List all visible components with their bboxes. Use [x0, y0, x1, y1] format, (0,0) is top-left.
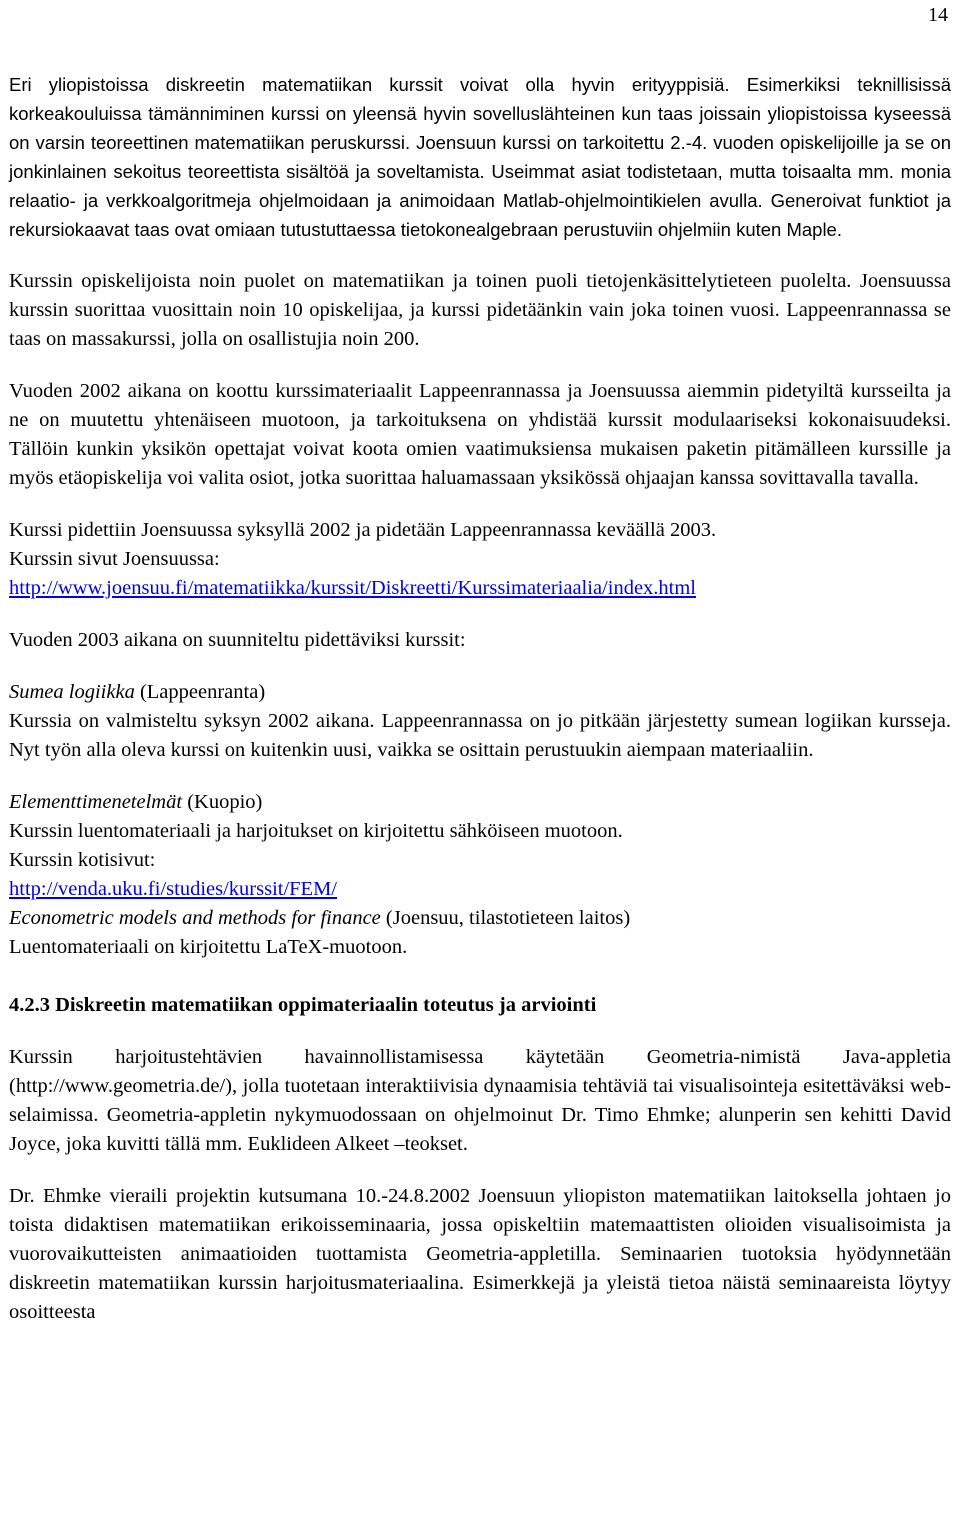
course-title: Econometric models and methods for finance [9, 907, 381, 929]
paragraph-students: Kurssin opiskelijoista noin puolet on matematiikan ja toinen puoli tietojenkäsittelytieteen puolelta. Joensuussa kurssin suorittaa vuosittain noin 10 opiskelijaa, ja kurssi pidetäänkin vain joka toinen vuosi. Lappeenrannassa se taas on massakurssi, jolla on osallistujia noin 200. [9, 270, 951, 350]
course-description: Kurssin luentomateriaali ja harjoitukset on kirjoitettu sähköiseen muotoon. [9, 820, 623, 842]
course-location: (Lappeenranta) [139, 681, 266, 703]
page-body [9, 70, 951, 1327]
fem-course-link[interactable]: http://venda.uku.fi/studies/kurssit/FEM/ [9, 878, 337, 900]
course-description: Luentomateriaali on kirjoitettu LaTeX-muotoon. [9, 936, 408, 958]
home-page-label: Kurssin kotisivut: [9, 849, 156, 871]
course-econometrics [9, 904, 951, 962]
course-location: (Kuopio) [187, 791, 263, 813]
course-title: Elementtimenetelmät [9, 791, 183, 813]
joensuu-course-link[interactable]: http://www.joensuu.fi/matematiikka/kurssit/Diskreetti/Kurssimateriaalia/index.html [9, 577, 697, 599]
paragraph-seminar: Dr. Ehmke vieraili projektin kutsumana 10.-24.8.2002 Joensuun yliopiston matematiikan laitoksella johtaen jo toista didaktisen matematiikan erikoisseminaaria, jossa opiskeltiin matemaattisten olioiden visualisoimista ja vuorovaikutteisten animaatioiden tuottamista Geometria-appletilla. Seminaarien tuotoksia hyödynnetään diskreetin matematiikan kurssin harjoitusmateriaalina. Esimerkkejä ja yleistä tietoa näistä seminaareista löytyy osoitteesta [9, 1185, 951, 1323]
planned-courses-intro: Vuoden 2003 aikana on suunniteltu pidettäviksi kurssit: [9, 629, 466, 651]
page-number: 14 [928, 4, 948, 26]
course-title: Sumea logiikka [9, 681, 135, 703]
pages-label: Kurssin sivut Joensuussa: [9, 548, 220, 570]
course-description: Kurssia on valmisteltu syksyn 2002 aikana. Lappeenrannassa on jo pitkään järjestetty sumean logiikan kursseja. Nyt työn alla oleva kurssi on kuitenkin uusi, vaikka se osittain perustuukin aiempaan materiaaliin. [9, 710, 951, 761]
paragraph-intro: Eri yliopistoissa diskreetin matematiikan kurssit voivat olla hyvin erityyppisiä. Esimerkiksi teknillisissä korkeakouluissa tämänniminen kurssi on yleensä hyvin sovelluslähteinen kun taas joissain yliopistoissa kyseessä on varsin teoreettinen matematiikan peruskurssi. Joensuun kurssi on tarkoitettu 2.-4. vuoden opiskelijoille ja se on jonkinlainen sekoitus teoreettista sisältöä ja soveltamista. Useimmat asiat todistetaan, mutta toisaalta mm. monia relaatio- ja verkkoalgoritmeja ohjelmoidaan ja animoidaan Matlab-ohjelmointikielen avulla. Generoivat funktiot ja rekursiokaavat taas ovat omiaan tutustuttaessa tietokonealgebraan perustuviin ohjelmiin kuten Maple. [9, 74, 951, 240]
course-fuzzy-logic [9, 678, 951, 765]
paragraph-geometria: Kurssin harjoitustehtävien havainnollistamisessa käytetään Geometria-nimistä Java-appletia (http://www.geometria.de/), jolla tuotetaan interaktiivisia dynaamisia tehtäviä tai visualisointeja esitettäväksi web-selaimissa. Geometria-appletin nykymuodossaan on ohjelmoinut Dr. Timo Ehmke; alunperin sen kehitti David Joyce, joka kuvitti tällä mm. Euklideen Alkeet –teokset. [9, 1046, 951, 1155]
schedule-line: Kurssi pidettiin Joensuussa syksyllä 2002 ja pidetään Lappeenrannassa keväällä 2003. [9, 519, 717, 541]
section-heading: 4.2.3 Diskreetin matematiikan oppimateriaalin toteutus ja arviointi [9, 994, 597, 1016]
paragraph-materials: Vuoden 2002 aikana on koottu kurssimateriaalit Lappeenrannassa ja Joensuussa aiemmin pidetyiltä kursseilta ja ne on muutettu yhtenäiseen muotoon, ja tarkoituksena on yhdistää kurssit modulaariseksi kokonaisuudeksi. Tällöin kunkin yksikön opettajat voivat koota omien vaatimuksiensa mukaisen paketin pitämälleen kurssille ja myös etäopiskelija voi valita osiot, jotka suorittaa haluamassaan yksikössä ohjaajan kanssa sovittavalla tavalla. [9, 380, 951, 489]
course-fem [9, 788, 951, 904]
course-location: (Joensuu, tilastotieteen laitos) [385, 907, 631, 929]
course-schedule-block [9, 516, 951, 603]
